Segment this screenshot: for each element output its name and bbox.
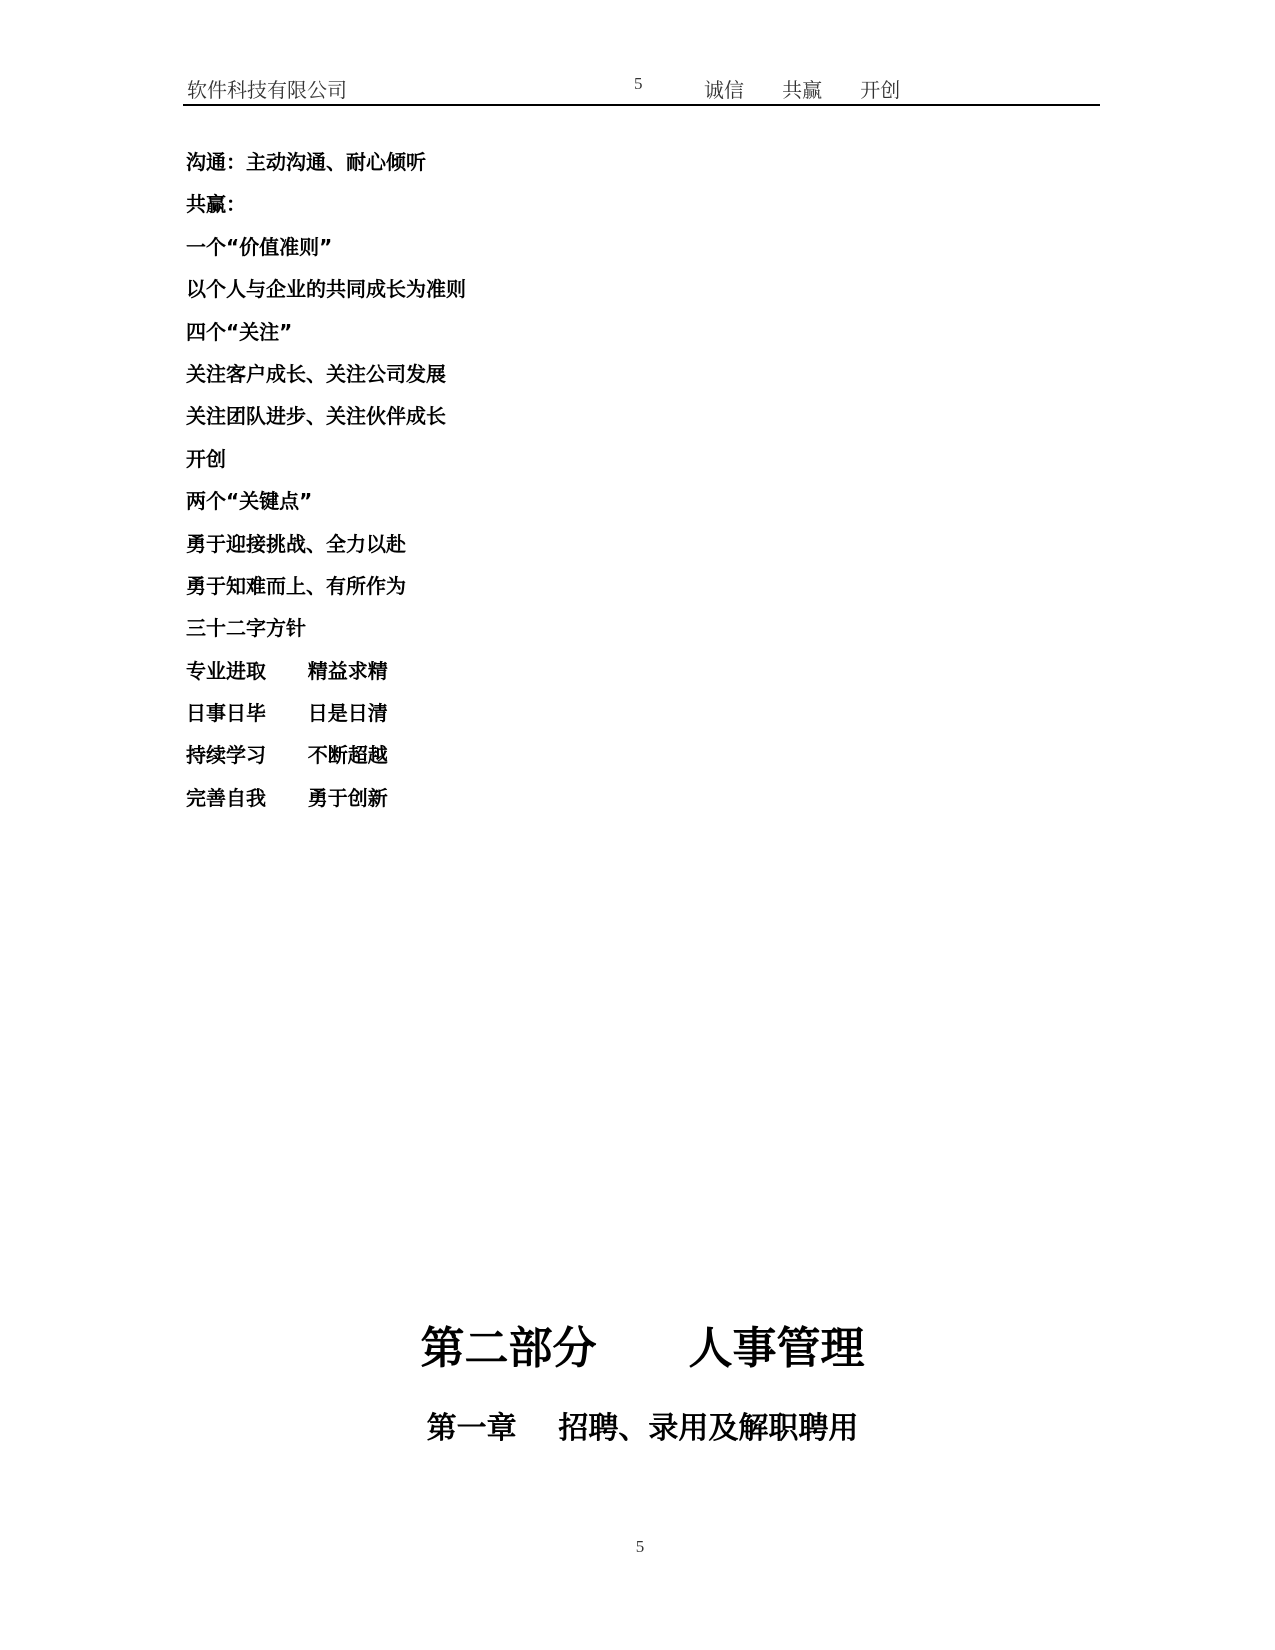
body-line: 共赢：	[186, 192, 246, 217]
header-page-number: 5	[634, 74, 643, 93]
page-header	[183, 68, 1100, 106]
body-line: 以个人与企业的共同成长为准则	[186, 277, 466, 302]
header-company-name: 软件科技有限公司	[187, 78, 347, 102]
body-line: 勇于迎接挑战、全力以赴	[186, 531, 406, 556]
body-line: 一个“价值准则”	[186, 234, 333, 259]
body-line: 开创	[186, 446, 226, 471]
body-line: 专业进取 精益求精	[186, 658, 388, 683]
body-line: 关注团队进步、关注伙伴成长	[186, 404, 446, 429]
part-title: 第二部分 人事管理	[420, 1323, 865, 1374]
body-text	[186, 145, 466, 823]
body-line: 沟通：主动沟通、耐心倾听	[186, 150, 426, 174]
footer-page-number: 5	[635, 1537, 645, 1556]
body-line: 三十二字方针	[186, 616, 306, 641]
body-line: 两个“关键点”	[186, 489, 313, 514]
body-line: 完善自我 勇于创新	[186, 785, 388, 810]
chapter-title: 第一章 招聘、录用及解职聘用	[426, 1411, 859, 1446]
body-line: 勇于知难而上、有所作为	[186, 573, 406, 598]
body-line: 四个“关注”	[186, 319, 293, 344]
body-line: 持续学习 不断超越	[186, 743, 388, 768]
body-line: 日事日毕 日是日清	[186, 701, 388, 726]
body-line: 关注客户成长、关注公司发展	[186, 361, 446, 386]
header-motto: 诚信 共赢 开创	[704, 78, 901, 102]
